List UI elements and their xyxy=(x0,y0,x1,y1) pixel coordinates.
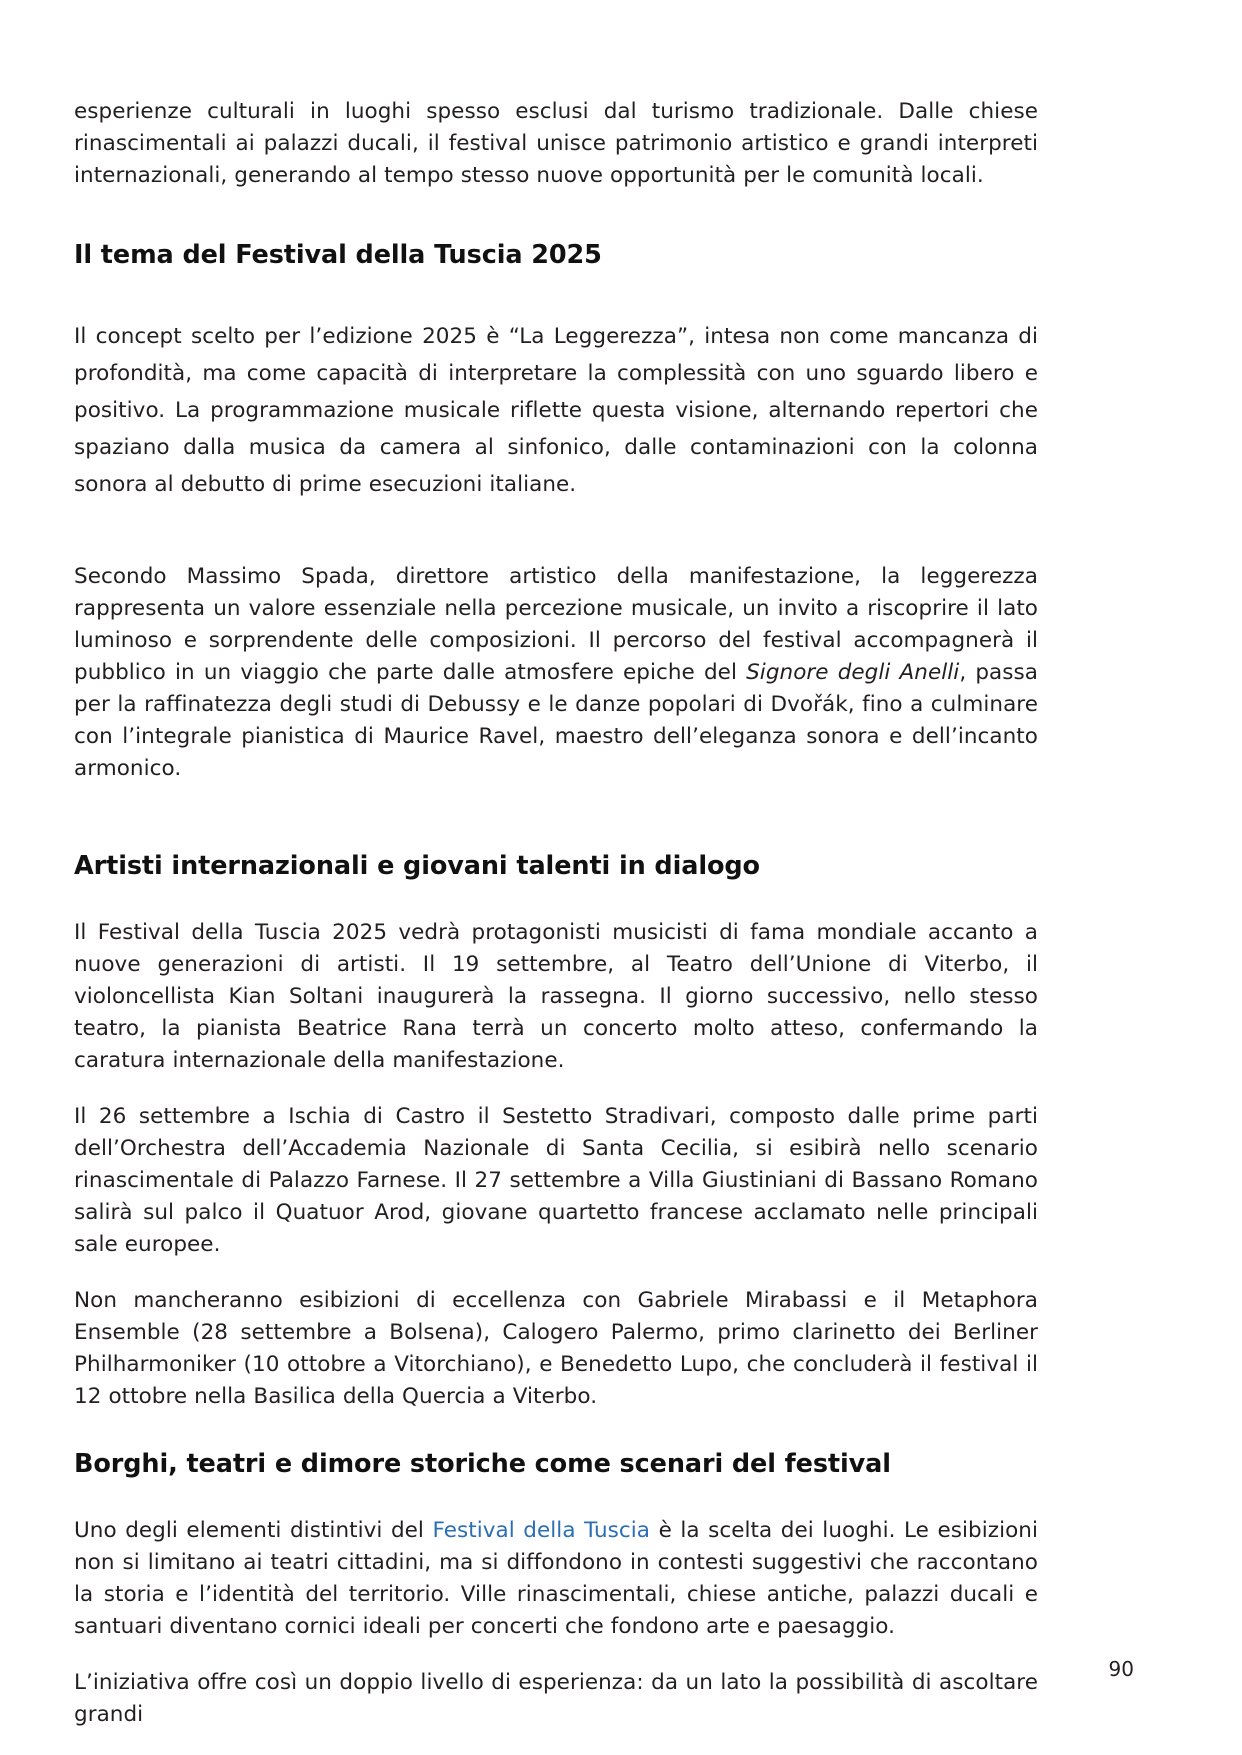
paragraph-concept: Il concept scelto per l’edizione 2025 è “La Leggerezza”, intesa non come mancanza di profondità, ma come capacità di interpretare la complessità con uno sguardo libero e positivo. La programmazione musicale riflette questa visione, alternando repertori che spaziano dalla musica da camera al sinfonico, dalle contaminazioni con la colonna sonora al debutto di prime esecuzioni italiane. xyxy=(74,324,1038,497)
spacer xyxy=(74,272,1038,318)
paragraph-iniziativa: L’iniziativa offre così un doppio livello di esperienza: da un lato la possibilità di ascoltare grandi xyxy=(74,1670,1038,1727)
heading-borghi-teatri: Borghi, teatri e dimore storiche come scenari del festival xyxy=(74,1449,891,1479)
link-festival-della-tuscia[interactable]: Festival della Tuscia xyxy=(432,1518,651,1543)
spacer xyxy=(74,192,1038,238)
page-number: 90 xyxy=(1108,1657,1134,1681)
spacer xyxy=(74,883,1038,917)
spacer xyxy=(74,1481,1038,1515)
work-title-signore-degli-anelli: Signore degli Anelli xyxy=(746,660,960,685)
paragraph-luoghi xyxy=(74,1515,1038,1643)
paragraph-spada-text-after: , passa per la raffinatezza degli studi di Debussy e le danze popolari di Dvořák, fino a culminare con l’integrale pianistica di Maurice Ravel, maestro dell’eleganza sonora e dell’incanto armonico. xyxy=(74,660,1038,781)
spacer xyxy=(74,1643,1038,1667)
paragraph-esibizioni: Non mancheranno esibizioni di eccellenza con Gabriele Mirabassi e il Metaphora Ensemble (28 settembre a Bolsena), Calogero Palermo, primo clarinetto dei Berliner Philharmoniker (10 ottobre a Vitorchiano), e Benedetto Lupo, che concluderà il festival il 12 ottobre nella Basilica della Quercia a Viterbo. xyxy=(74,1288,1038,1409)
spacer xyxy=(74,1413,1038,1447)
paragraph-artisti: Il Festival della Tuscia 2025 vedrà protagonisti musicisti di fama mondiale accanto a nuove generazioni di artisti. Il 19 settembre, al Teatro dell’Unione di Viterbo, il violoncellista Kian Soltani inaugurerà la rassegna. Il giorno successivo, nello stesso teatro, la pianista Beatrice Rana terrà un concerto molto atteso, confermando la caratura internazionale della manifestazione. xyxy=(74,920,1038,1073)
spacer xyxy=(74,785,1038,849)
paragraph-sestetto-stradivari: Il 26 settembre a Ischia di Castro il Sestetto Stradivari, composto dalle prime parti dell’Orchestra dell’Accademia Nazionale di Santa Cecilia, si esibirà nello scenario rinascimentale di Palazzo Farnese. Il 27 settembre a Villa Giustiniani di Bassano Romano salirà sul palco il Quatuor Arod, giovane quartetto francese acclamato nelle principali sale europee. xyxy=(74,1104,1038,1257)
page-content xyxy=(74,96,1038,1731)
spacer xyxy=(74,1261,1038,1285)
paragraph-luoghi-text-after: è la scelta dei luoghi. Le esibizioni non si limitano ai teatri cittadini, ma si diffondono in contesti suggestivi che raccontano la storia e l’identità del territorio. Ville rinascimentali, chiese antiche, palazzi ducali e santuari diventano cornici ideali per concerti che fondono arte e paesaggio. xyxy=(74,1518,1038,1639)
spacer xyxy=(74,503,1038,561)
paragraph-massimo-spada xyxy=(74,561,1038,785)
heading-tema-festival: Il tema del Festival della Tuscia 2025 xyxy=(74,240,602,270)
heading-artisti-internazionali: Artisti internazionali e giovani talenti in dialogo xyxy=(74,851,760,881)
paragraph-luoghi-text-before: Uno degli elementi distintivi del xyxy=(74,1518,433,1543)
paragraph-intro: esperienze culturali in luoghi spesso esclusi dal turismo tradizionale. Dalle chiese rinascimentali ai palazzi ducali, il festival unisce patrimonio artistico e grandi interpreti internazionali, generando al tempo stesso nuove opportunità per le comunità locali. xyxy=(74,99,1038,188)
paragraph-spada-text-before: Secondo Massimo Spada, direttore artistico della manifestazione, la leggerezza rappresenta un valore essenziale nella percezione musicale, un invito a riscoprire il lato luminoso e sorprendente delle composizioni. Il percorso del festival accompagnerà il pubblico in un viaggio che parte dalle atmosfere epiche del xyxy=(74,564,1038,685)
spacer xyxy=(74,1077,1038,1101)
